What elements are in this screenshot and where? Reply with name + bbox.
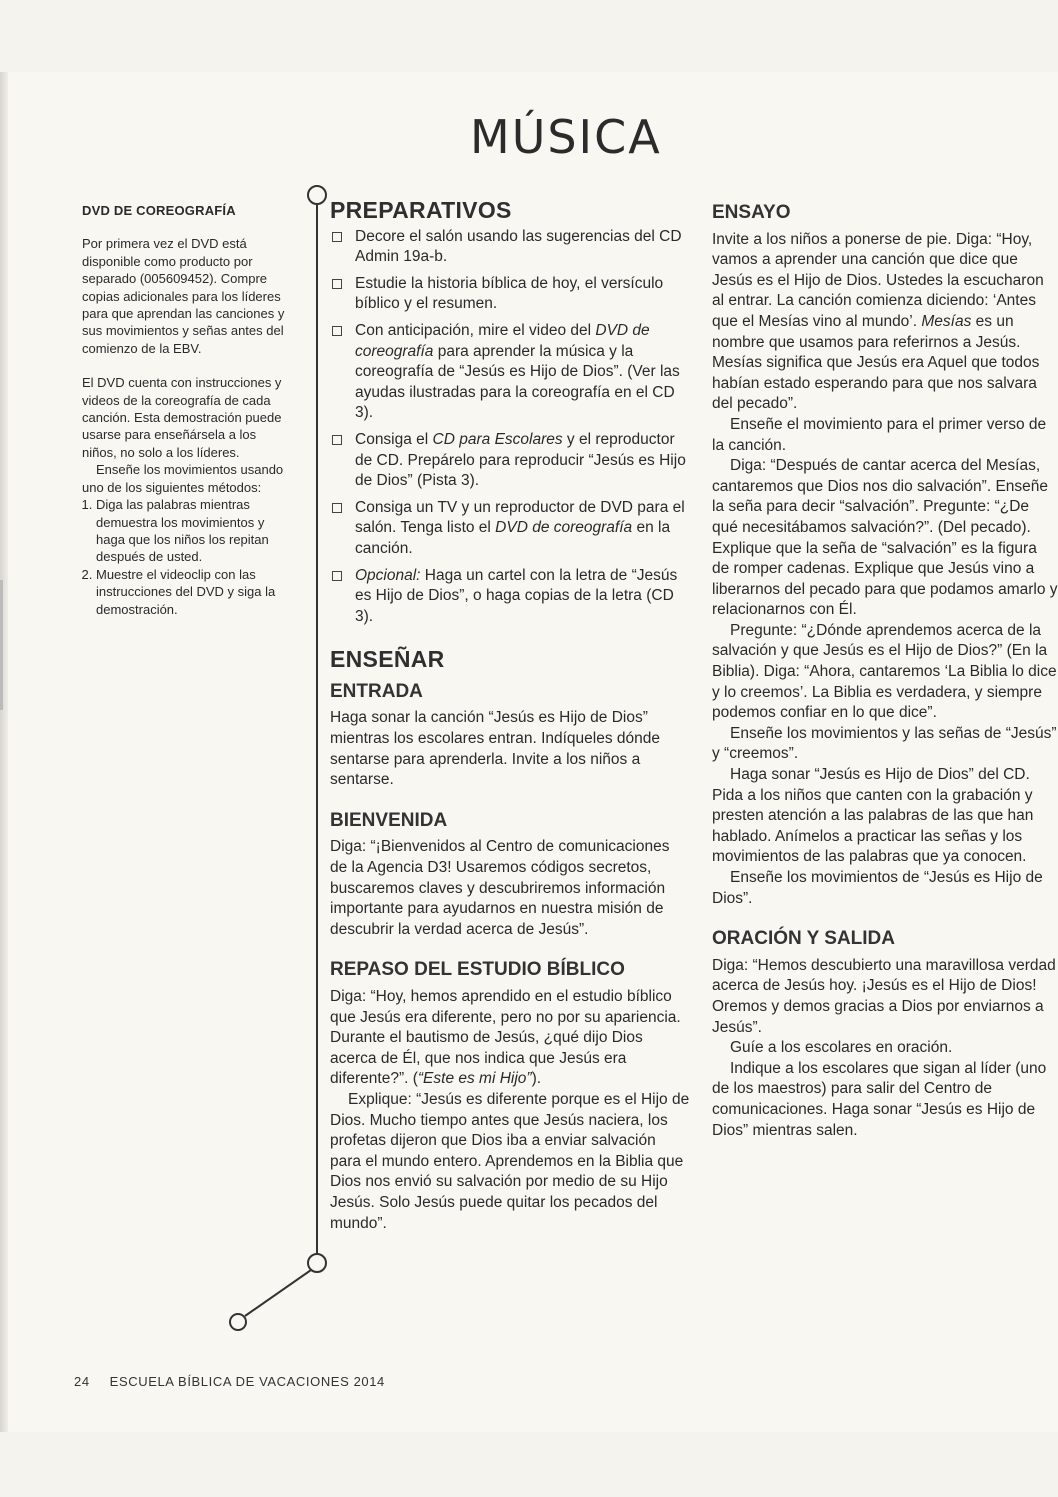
checkbox-icon <box>332 503 342 513</box>
checkbox-icon <box>332 279 342 289</box>
page-footer <box>74 1374 385 1389</box>
sidebar-paragraph: Por primera vez el DVD está disponible como producto por separado (005609452). Compre copias adicionales para los líderes para que aprendan las canciones y sus movimientos y señas antes del comienzo de la EBV. <box>82 236 285 356</box>
sidebar-dvd <box>82 202 294 618</box>
entrada-text: Haga sonar la canción “Jesús es Hijo de Dios” mientras los escolares entran. Indíqueles dónde sentarse para aprenderla. Invite a los niños a sentarse. <box>330 709 661 789</box>
ensayo-text: Invite a los niños a ponerse de pie. Diga: “Hoy, vamos a aprender una canción que dice que Jesús es el Hijo de Dios. Ustedes la escucharon al entrar. La canción comienza diciendo: ‘Antes que el Mesías vino al mundo’. Mesías es un nombre que usamos para referirnos a Jesús. Mesías significa que Jesús era Aquel que todos habían estado esperando para que nos salvara del pecado”. <box>712 230 1044 413</box>
repaso-text: Explique: “Jesús es diferente porque es el Hijo de Dios. Mucho tiempo antes que Jesús naciera, los profetas dijeron que Dios iba a enviar salvación para el mundo entero. Aprendemos en la Biblia que Dios nos envió su salvación por medio de su Hijo Jesús. Solo Jesús puede quitar los pecados del mundo”. <box>330 1090 690 1232</box>
timeline-top-node <box>308 186 326 204</box>
oracion-text: Diga: “Hemos descubierto una maravillosa verdad acerca de Jesús hoy. ¡Jesús es el Hijo de Dios! Oremos y demos gracias a Dios por enviarnos a Jesús”. <box>712 956 1056 1036</box>
oracion-text: Indique a los escolares que sigan al líder (uno de los maestros) para salir del Centro de comunicaciones. Haga sonar “Jesús es Hijo de Dios” mientras salen. <box>712 1059 1047 1139</box>
ensenar-heading: ENSEÑAR <box>330 646 445 673</box>
page-edge-shadow <box>0 72 8 1432</box>
methods-list <box>82 496 294 618</box>
repaso-text: Diga: “Hoy, hemos aprendido en el estudio bíblico que Jesús era diferente, pero no por su apariencia. Durante el bautismo de Jesús, ¿qué dijo Dios acerca de Él, que nos indica que Jesús era diferente?”. (“Este es mi Hijo”). <box>330 988 681 1088</box>
main-column <box>330 197 690 1234</box>
right-column <box>712 203 1058 1141</box>
timeline-end-node <box>230 1314 246 1330</box>
publication-name: ESCUELA BÍBLICA DE VACACIONES 2014 <box>109 1374 385 1389</box>
timeline-diagonal <box>245 1270 311 1316</box>
preparativos-checklist <box>330 227 690 628</box>
timeline-bottom-node <box>308 1254 326 1272</box>
oracion-heading: ORACIÓN Y SALIDA <box>712 928 895 950</box>
ensayo-text: Enseñe los movimientos de “Jesús es Hijo de Dios”. <box>712 869 1043 907</box>
checklist-item: Con anticipación, mire el video del DVD de coreografía para aprender la música y la coreografía de “Jesús es Hijo de Dios”. (Ver las ayudas ilustradas para la coreografía en el CD 3). <box>330 321 690 424</box>
entrada-heading: ENTRADA <box>330 680 423 702</box>
ensayo-heading: ENSAYO <box>712 203 791 223</box>
scan-edge-mark <box>0 580 3 710</box>
sidebar-paragraph: El DVD cuenta con instrucciones y videos de la coreografía de cada canción. Esta demostración puede usarse para enseñársela a los niños, no solo a los líderes. <box>82 375 282 460</box>
preparativos-heading: PREPARATIVOS <box>330 197 512 223</box>
ensayo-text: Enseñe los movimientos y las señas de “Jesús” y “creemos”. <box>712 724 1057 763</box>
checklist-item: Consiga un TV y un reproductor de DVD para el salón. Tenga listo el DVD de coreografía en la canción. <box>330 498 690 560</box>
ensayo-text: Diga: “Después de cantar acerca del Mesías, cantaremos que Dios nos dio salvación”. Enseñe la seña para decir “salvación”. Pregunte: “¿De qué necesitábamos salvación?”. (Del pecado). Explique que la seña de “salvación” es la figura de romper cadenas. Explique que Jesús vino a liberarnos del pecado para que podamos amarlo y relacionarnos con Él. <box>712 457 1058 619</box>
method-item: 1. Diga las palabras mientras demuestra los movimientos y haga que los niños los repitan después de usted. <box>96 496 294 566</box>
page-title: MÚSICA <box>470 110 662 164</box>
checkbox-icon <box>332 232 342 242</box>
checklist-item: Consiga el CD para Escolares y el reproductor de CD. Prepárelo para reproducir “Jesús es Hijo de Dios” (Pista 3). <box>330 430 690 492</box>
bienvenida-heading: BIENVENIDA <box>330 809 448 831</box>
checklist-item: Estudie la historia bíblica de hoy, el versículo bíblico y el resumen. <box>330 274 690 315</box>
ensayo-text: Haga sonar “Jesús es Hijo de Dios” del CD. Pida a los niños que canten con la grabación y presten atención a las palabras de las que han hablado. Anímelos a practicar las señas y los movimientos de las palabras que ya conocen. <box>712 766 1034 866</box>
bienvenida-text: Diga: “¡Bienvenidos al Centro de comunicaciones de la Agencia D3! Usaremos códigos secretos, buscaremos claves y descubriremos información importante para ayudarnos en nuestra misión de descubrir la verdad acerca de Jesús”. <box>330 838 670 938</box>
method-item: 2. Muestre el videoclip con las instrucciones del DVD y siga la demostración. <box>96 566 294 618</box>
checkbox-icon <box>332 435 342 445</box>
checklist-item: Opcional: Haga un cartel con la letra de “Jesús es Hijo de Dios”, o haga copias de la letra (CD 3). <box>330 566 690 628</box>
sidebar-paragraph: Enseñe los movimientos usando uno de los siguientes métodos: <box>82 462 284 495</box>
page-number: 24 <box>74 1374 90 1389</box>
ensayo-text: Enseñe el movimiento para el primer verso de la canción. <box>712 415 1047 454</box>
checklist-item: Decore el salón usando las sugerencias del CD Admin 19a-b. <box>330 227 690 268</box>
checkbox-icon <box>332 571 342 581</box>
oracion-text: Guíe a los escolares en oración. <box>730 1039 953 1057</box>
repaso-heading: REPASO DEL ESTUDIO BÍBLICO <box>330 959 625 981</box>
checkbox-icon <box>332 326 342 336</box>
sidebar-heading: DVD DE COREOGRAFÍA <box>82 203 236 218</box>
ensayo-text: Pregunte: “¿Dónde aprendemos acerca de la salvación y que Jesús es el Hijo de Dios?” (En la Biblia). Diga: “Ahora, cantaremos ‘La Biblia lo dice y lo creemos’. La Biblia es verdadera, y siempre podemos confiar en lo que dice”. <box>712 621 1057 722</box>
